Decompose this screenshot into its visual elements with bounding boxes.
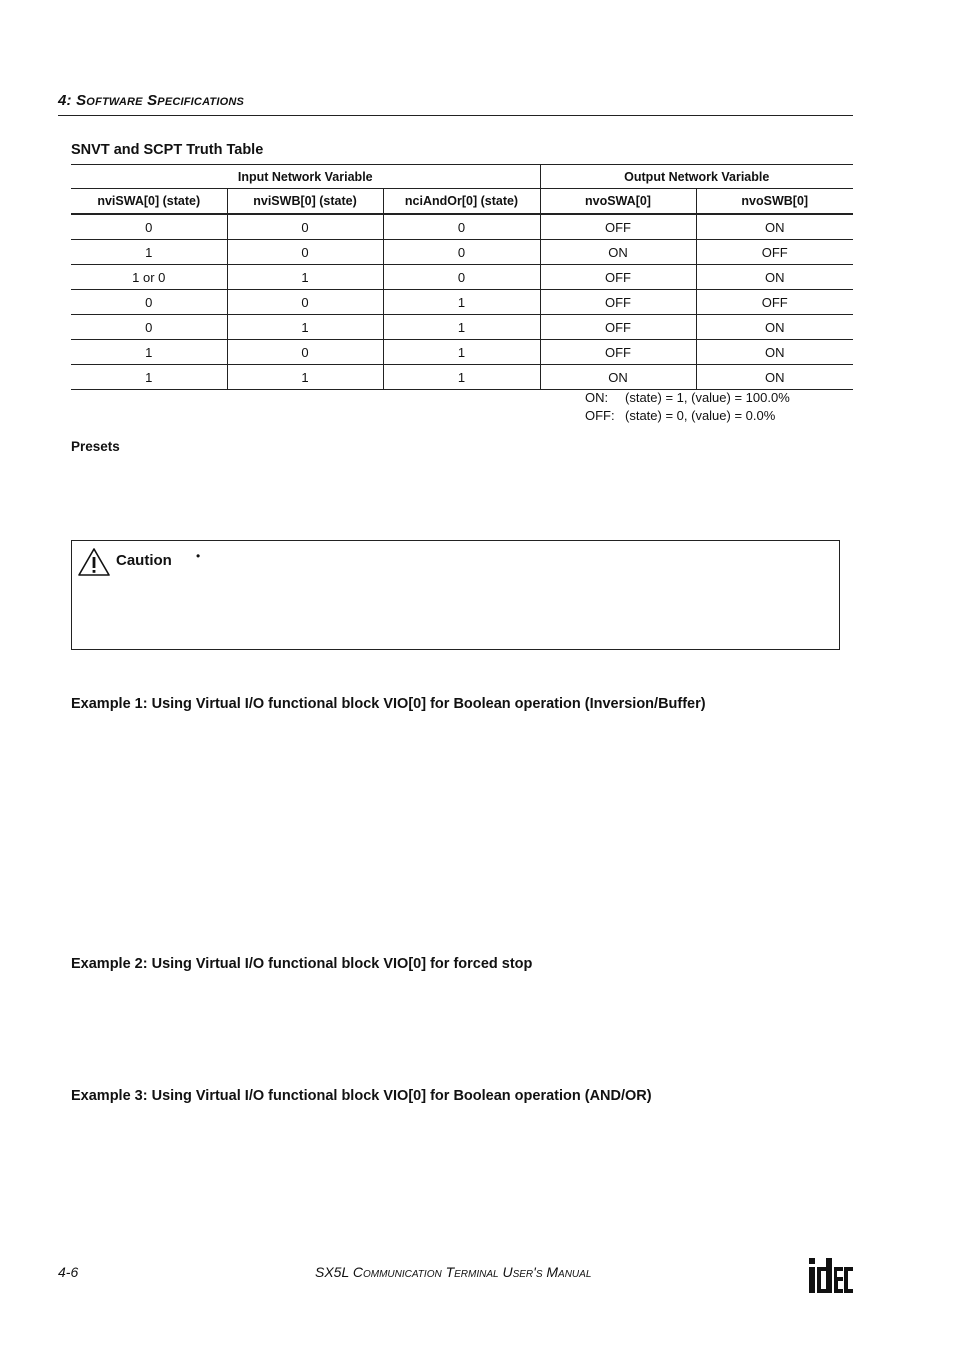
table-cell: 1: [227, 365, 383, 390]
table-cell: ON: [696, 214, 853, 240]
column-header: nvoSWA[0]: [540, 189, 696, 215]
column-header: nciAndOr[0] (state): [383, 189, 540, 215]
caution-bullet: •: [196, 549, 201, 563]
table-cell: OFF: [540, 265, 696, 290]
chapter-heading: 4: Software Specifications: [58, 92, 245, 109]
table-cell: 0: [71, 290, 227, 315]
table-cell: ON: [696, 365, 853, 390]
table-row: [71, 365, 853, 390]
table-row: [71, 290, 853, 315]
truth-table: [71, 164, 853, 390]
table-cell: 0: [227, 240, 383, 265]
table-cell: 0: [71, 214, 227, 240]
page-number: 4-6: [58, 1264, 79, 1280]
table-cell: OFF: [540, 315, 696, 340]
caution-box: [71, 540, 840, 650]
table-cell: OFF: [540, 290, 696, 315]
example-3-title: Example 3: Using Virtual I/O functional block VIO[0] for Boolean operation (AND/OR): [71, 1088, 652, 1104]
header-rule: [58, 115, 853, 116]
column-header: nvoSWB[0]: [696, 189, 853, 215]
table-cell: ON: [696, 340, 853, 365]
legend-key: ON:: [585, 390, 609, 405]
table-cell: 1: [227, 265, 383, 290]
group-header-input: Input Network Variable: [71, 165, 540, 189]
column-header: nviSWB[0] (state): [227, 189, 383, 215]
truth-table-title: SNVT and SCPT Truth Table: [71, 142, 264, 158]
table-cell: 1: [383, 290, 540, 315]
table-row: [71, 265, 853, 290]
table-cell: OFF: [696, 290, 853, 315]
table-cell: 1: [71, 240, 227, 265]
table-cell: 1 or 0: [71, 265, 227, 290]
table-cell: OFF: [696, 240, 853, 265]
example-2-title: Example 2: Using Virtual I/O functional block VIO[0] for forced stop: [71, 956, 533, 972]
table-cell: 1: [71, 365, 227, 390]
table-cell: 1: [383, 315, 540, 340]
table-row: [71, 340, 853, 365]
legend-off: [585, 408, 775, 423]
caution-label: Caution: [116, 552, 172, 569]
table-cell: OFF: [540, 214, 696, 240]
column-header: nviSWA[0] (state): [71, 189, 227, 215]
table-cell: 1: [227, 315, 383, 340]
table-cell: ON: [540, 365, 696, 390]
legend-on: [585, 390, 790, 405]
table-cell: ON: [540, 240, 696, 265]
table-row: [71, 315, 853, 340]
table-cell: 0: [227, 290, 383, 315]
table-cell: 0: [71, 315, 227, 340]
table-row: [71, 240, 853, 265]
presets-heading: Presets: [71, 439, 120, 454]
table-cell: ON: [696, 265, 853, 290]
table-cell: 0: [227, 214, 383, 240]
table-row: [71, 214, 853, 240]
table-cell: OFF: [540, 340, 696, 365]
legend-value: (state) = 1, (value) = 100.0%: [625, 390, 790, 405]
table-cell: 0: [383, 214, 540, 240]
table-cell: 0: [383, 265, 540, 290]
legend-key: OFF:: [585, 408, 615, 423]
warning-triangle-icon: [78, 547, 110, 577]
example-1-title: Example 1: Using Virtual I/O functional block VIO[0] for Boolean operation (Inversion/Buffer): [71, 696, 706, 712]
table-cell: 1: [71, 340, 227, 365]
group-header-output: Output Network Variable: [540, 165, 853, 189]
table-cell: 1: [383, 340, 540, 365]
idec-logo: [808, 1256, 854, 1294]
table-cell: ON: [696, 315, 853, 340]
legend-value: (state) = 0, (value) = 0.0%: [625, 408, 776, 423]
table-cell: 1: [383, 365, 540, 390]
table-cell: 0: [383, 240, 540, 265]
manual-title: SX5L Communication Terminal User's Manual: [315, 1264, 592, 1280]
table-cell: 0: [227, 340, 383, 365]
